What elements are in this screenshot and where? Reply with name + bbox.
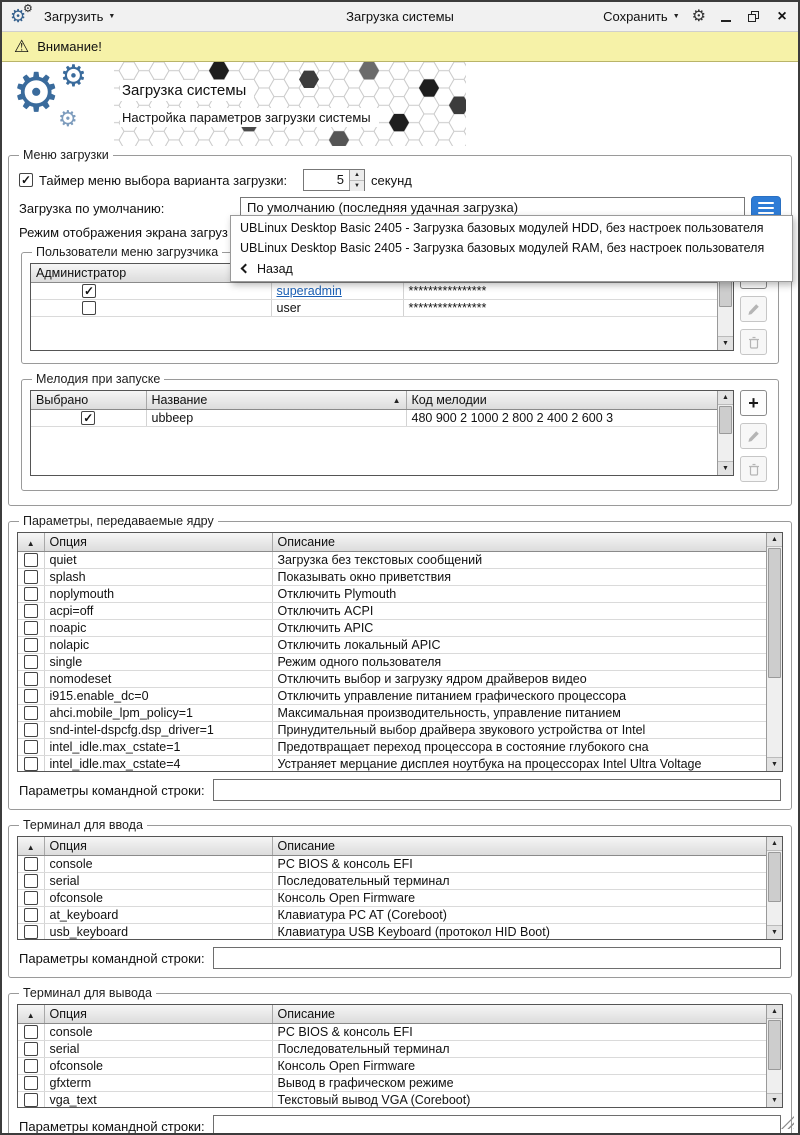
- selected-column-header[interactable]: Выбрано: [31, 391, 146, 409]
- scroll-up-button[interactable]: ▲: [718, 391, 733, 405]
- option-column-header[interactable]: Опция: [44, 533, 272, 551]
- option-cell: vga_text: [44, 1091, 272, 1108]
- option-cell: serial: [44, 872, 272, 889]
- option-cell: i915.enable_dc=0: [44, 687, 272, 704]
- chevron-left-icon: [241, 264, 251, 274]
- cmdline-label: Параметры командной строки:: [19, 950, 205, 966]
- admin-column-header[interactable]: Администратор: [31, 264, 271, 282]
- param-checkbox[interactable]: [24, 604, 38, 618]
- kernel-param-row[interactable]: [18, 636, 782, 653]
- timer-row: [19, 169, 781, 191]
- vertical-scrollbar[interactable]: [717, 391, 733, 475]
- save-menu-label: Сохранить: [603, 9, 668, 24]
- option-cell: intel_idle.max_cstate=1: [44, 738, 272, 755]
- titlebar: [2, 2, 798, 32]
- scroll-down-button[interactable]: ▼: [767, 1093, 782, 1107]
- terminal-checkbox[interactable]: [24, 891, 38, 905]
- description-cell: PC BIOS & консоль EFI: [272, 855, 782, 872]
- header-gear-icon: ⚙: [60, 62, 87, 93]
- gear-icon: ⚙: [23, 2, 33, 15]
- option-cell: splash: [44, 568, 272, 585]
- password-cell: ****************: [403, 282, 733, 299]
- option-cell: ofconsole: [44, 1057, 272, 1074]
- scroll-down-button[interactable]: ▼: [718, 461, 733, 475]
- warning-banner: [2, 32, 798, 62]
- option-cell: nomodeset: [44, 670, 272, 687]
- page-subtitle: Настройка параметров загрузки системы: [120, 108, 379, 127]
- page-header: [2, 62, 798, 146]
- description-cell: Текстовый вывод VGA (Coreboot): [272, 1091, 782, 1108]
- settings-gear-icon[interactable]: ⚙: [691, 7, 706, 25]
- timer-checkbox[interactable]: [19, 173, 33, 187]
- melody-table: [30, 390, 734, 476]
- trash-icon: [748, 463, 760, 476]
- description-cell: Максимальная производительность, управление питанием: [272, 704, 782, 721]
- option-cell: console: [44, 855, 272, 872]
- scroll-thumb[interactable]: [719, 279, 732, 307]
- option-cell: ahci.mobile_lpm_policy=1: [44, 704, 272, 721]
- scroll-down-button[interactable]: ▼: [767, 757, 782, 771]
- param-checkbox[interactable]: [24, 587, 38, 601]
- melody-code-cell: 480 900 2 1000 2 800 2 400 2 600 3: [406, 409, 733, 426]
- kernel-param-row[interactable]: [18, 585, 782, 602]
- output-terminal-row[interactable]: [18, 1057, 782, 1074]
- output-terminal-row[interactable]: [18, 1074, 782, 1091]
- param-checkbox[interactable]: [24, 638, 38, 652]
- load-menu-label: Загрузить: [44, 9, 104, 24]
- hexagon-pattern: [114, 62, 466, 146]
- output-terminal-row[interactable]: [18, 1091, 782, 1108]
- scroll-thumb[interactable]: [768, 1020, 781, 1070]
- terminal-checkbox[interactable]: [24, 925, 38, 939]
- terminal-checkbox[interactable]: [24, 874, 38, 888]
- dropdown-item[interactable]: UBLinux Desktop Basic 2405 - Загрузка базовых модулей HDD, без настроек пользователя: [240, 221, 764, 235]
- plus-icon: +: [748, 393, 759, 413]
- sort-asc-icon: ▲: [392, 395, 401, 405]
- option-column-header[interactable]: Опция: [44, 1005, 272, 1023]
- melody-name-cell: ubbeep: [146, 409, 406, 426]
- header-gear-icon: ⚙: [12, 63, 61, 123]
- kernel-params-groupbox: [8, 514, 792, 810]
- description-cell: Клавиатура PC AT (Coreboot): [272, 906, 782, 923]
- dropdown-item[interactable]: UBLinux Desktop Basic 2405 - Загрузка базовых модулей RAM, без настроек пользователя: [240, 241, 765, 255]
- output-terminal-row[interactable]: [18, 1023, 782, 1040]
- kernel-param-row[interactable]: [18, 653, 782, 670]
- option-column-header[interactable]: Опция: [44, 837, 272, 855]
- cmdline-label: Параметры командной строки:: [19, 1118, 205, 1134]
- minimize-button[interactable]: [718, 9, 734, 25]
- warning-text: Внимание!: [37, 39, 102, 54]
- input-terminal-row[interactable]: [18, 923, 782, 940]
- timer-spinbox[interactable]: [303, 169, 365, 191]
- page-title: Загрузка системы: [120, 80, 254, 101]
- scroll-down-button[interactable]: ▼: [718, 336, 733, 350]
- kernel-param-row[interactable]: [18, 670, 782, 687]
- terminal-checkbox[interactable]: [24, 857, 38, 871]
- output-terminal-table: [17, 1004, 783, 1108]
- kernel-params-legend: Параметры, передаваемые ядру: [23, 514, 214, 528]
- description-cell: Клавиатура USB Keyboard (протокол HID Boot): [272, 923, 782, 940]
- terminal-checkbox[interactable]: [24, 908, 38, 922]
- warning-icon: ⚠: [14, 36, 30, 56]
- param-checkbox[interactable]: [24, 740, 38, 754]
- back-label: Назад: [257, 261, 293, 276]
- description-cell: Последовательный терминал: [272, 1040, 782, 1057]
- description-column-header[interactable]: Описание: [272, 1005, 782, 1023]
- sort-column-header[interactable]: [18, 533, 44, 551]
- terminal-checkbox[interactable]: [24, 1025, 38, 1039]
- option-cell: nolapic: [44, 636, 272, 653]
- app-gears-icon: [10, 2, 34, 28]
- load-menu-button[interactable]: [44, 9, 115, 24]
- param-checkbox[interactable]: [24, 723, 38, 737]
- option-cell: gfxterm: [44, 1074, 272, 1091]
- output-terminal-row[interactable]: [18, 1040, 782, 1057]
- kernel-param-row[interactable]: [18, 738, 782, 755]
- boot-menu-legend: Меню загрузки: [23, 148, 109, 162]
- username-cell[interactable]: superadmin: [276, 283, 342, 298]
- output-terminal-cmdline-input[interactable]: [213, 1115, 781, 1135]
- delete-melody-button[interactable]: [740, 456, 767, 482]
- delete-user-button[interactable]: [740, 329, 767, 355]
- option-cell: ofconsole: [44, 889, 272, 906]
- default-boot-combobox[interactable]: По умолчанию (последняя удачная загрузка): [240, 197, 745, 219]
- scroll-thumb[interactable]: [768, 852, 781, 902]
- description-column-header[interactable]: Описание: [272, 533, 782, 551]
- terminal-checkbox[interactable]: [24, 1093, 38, 1107]
- scroll-up-button[interactable]: ▲: [767, 837, 782, 851]
- kernel-param-row[interactable]: [18, 721, 782, 738]
- output-terminal-groupbox: [8, 986, 792, 1135]
- option-cell: usb_keyboard: [44, 923, 272, 940]
- melody-groupbox: [21, 372, 779, 491]
- input-terminal-legend: Терминал для ввода: [23, 818, 143, 832]
- pencil-icon: [747, 303, 760, 316]
- param-checkbox[interactable]: [24, 570, 38, 584]
- kernel-param-row[interactable]: [18, 704, 782, 721]
- code-column-header[interactable]: Код мелодии: [406, 391, 733, 409]
- add-melody-button[interactable]: [740, 390, 767, 416]
- name-column-header[interactable]: Название ▲: [146, 391, 406, 409]
- param-checkbox[interactable]: [24, 672, 38, 686]
- scroll-thumb[interactable]: [768, 548, 781, 678]
- vertical-scrollbar[interactable]: [766, 837, 782, 939]
- scroll-thumb[interactable]: [719, 406, 732, 434]
- melody-checkbox[interactable]: [81, 411, 95, 425]
- description-cell: Отключить локальный APIC: [272, 636, 782, 653]
- description-cell: Предотвращает переход процессора в состояние глубокого сна: [272, 738, 782, 755]
- description-cell: Отключить APIC: [272, 619, 782, 636]
- terminal-checkbox[interactable]: [24, 1059, 38, 1073]
- description-cell: Устраняет мерцание дисплея ноутбука на процессорах Intel Ultra Voltage: [272, 755, 782, 772]
- gear-icon: ⚙: [10, 5, 27, 26]
- scroll-up-button[interactable]: ▲: [767, 533, 782, 547]
- input-terminal-row[interactable]: [18, 906, 782, 923]
- kernel-param-row[interactable]: [18, 687, 782, 704]
- spin-down-button[interactable]: ▼: [350, 180, 364, 191]
- input-terminal-groupbox: [8, 818, 792, 978]
- caret-down-icon: ▼: [672, 13, 680, 20]
- save-menu-button[interactable]: [603, 9, 680, 24]
- option-cell: quiet: [44, 551, 272, 568]
- users-legend: Пользователи меню загрузчика: [36, 245, 219, 259]
- kernel-cmdline-input[interactable]: [213, 779, 781, 801]
- user-row[interactable]: [31, 299, 733, 316]
- input-terminal-table: [17, 836, 783, 940]
- description-cell: PC BIOS & консоль EFI: [272, 1023, 782, 1040]
- sort-asc-icon: ▲: [26, 842, 35, 852]
- boot-menu-groupbox: [8, 148, 792, 506]
- option-cell: at_keyboard: [44, 906, 272, 923]
- option-cell: serial: [44, 1040, 272, 1057]
- sort-column-header[interactable]: [18, 837, 44, 855]
- display-mode-label: Режим отображения экрана загруз: [19, 225, 228, 240]
- melody-row[interactable]: [31, 409, 733, 426]
- description-cell: Консоль Open Firmware: [272, 889, 782, 906]
- description-cell: Показывать окно приветствия: [272, 568, 782, 585]
- melody-legend: Мелодия при запуске: [36, 372, 161, 386]
- option-cell: snd-intel-dspcfg.dsp_driver=1: [44, 721, 272, 738]
- description-cell: Загрузка без текстовых сообщений: [272, 551, 782, 568]
- username-cell[interactable]: user: [276, 300, 301, 315]
- kernel-table-header: [18, 533, 782, 551]
- sort-asc-icon: ▲: [26, 538, 35, 548]
- spin-up-button[interactable]: ▲: [350, 170, 364, 180]
- kernel-param-row[interactable]: [18, 619, 782, 636]
- user-row[interactable]: [31, 282, 733, 299]
- param-checkbox[interactable]: [24, 655, 38, 669]
- window-title: Загрузка системы: [346, 9, 454, 24]
- edit-melody-button[interactable]: [740, 423, 767, 449]
- kernel-param-row[interactable]: [18, 602, 782, 619]
- param-checkbox[interactable]: [24, 553, 38, 567]
- param-checkbox[interactable]: [24, 757, 38, 771]
- vertical-scrollbar[interactable]: [766, 1005, 782, 1107]
- kernel-params-table: [17, 532, 783, 772]
- description-cell: Принудительный выбор драйвера звукового устройства от Intel: [272, 721, 782, 738]
- timer-unit-label: секунд: [371, 172, 412, 188]
- option-cell: noapic: [44, 619, 272, 636]
- timer-value: 5: [336, 172, 344, 187]
- description-cell: Последовательный терминал: [272, 872, 782, 889]
- pencil-icon: [747, 430, 760, 443]
- header-gear-icon: ⚙: [58, 106, 78, 131]
- input-terminal-cmdline-input[interactable]: [213, 947, 781, 969]
- description-cell: Отключить ACPI: [272, 602, 782, 619]
- param-checkbox[interactable]: [24, 706, 38, 720]
- description-cell: Отключить управление питанием графического процессора: [272, 687, 782, 704]
- terminal-checkbox[interactable]: [24, 1042, 38, 1056]
- dropdown-back-item[interactable]: [231, 258, 792, 279]
- trash-icon: [748, 336, 760, 349]
- input-terminal-header: [18, 837, 782, 855]
- scroll-down-button[interactable]: ▼: [767, 925, 782, 939]
- option-cell: acpi=off: [44, 602, 272, 619]
- input-terminal-row[interactable]: [18, 872, 782, 889]
- cmdline-label: Параметры командной строки:: [19, 782, 205, 798]
- kernel-param-row[interactable]: [18, 568, 782, 585]
- kernel-param-row[interactable]: [18, 551, 782, 568]
- output-terminal-header: [18, 1005, 782, 1023]
- description-cell: Отключить выбор и загрузку ядром драйверов видео: [272, 670, 782, 687]
- output-terminal-legend: Терминал для вывода: [23, 986, 152, 1000]
- admin-checkbox[interactable]: [82, 301, 96, 315]
- edit-user-button[interactable]: [740, 296, 767, 322]
- maximize-button[interactable]: [746, 9, 762, 25]
- option-cell: intel_idle.max_cstate=4: [44, 755, 272, 772]
- input-terminal-row[interactable]: [18, 889, 782, 906]
- sort-column-header[interactable]: [18, 1005, 44, 1023]
- param-checkbox[interactable]: [24, 689, 38, 703]
- vertical-scrollbar[interactable]: [766, 533, 782, 771]
- close-button[interactable]: ×: [777, 7, 787, 25]
- default-boot-label: Загрузка по умолчанию:: [19, 200, 165, 216]
- description-cell: Отключить Plymouth: [272, 585, 782, 602]
- description-cell: Консоль Open Firmware: [272, 1057, 782, 1074]
- melody-table-header: [31, 391, 733, 409]
- description-column-header[interactable]: Описание: [272, 837, 782, 855]
- caret-down-icon: ▼: [108, 13, 116, 20]
- option-cell: console: [44, 1023, 272, 1040]
- input-terminal-row[interactable]: [18, 855, 782, 872]
- boot-default-dropdown: [230, 215, 793, 282]
- admin-checkbox[interactable]: [82, 284, 96, 298]
- option-cell: noplymouth: [44, 585, 272, 602]
- description-cell: Вывод в графическом режиме: [272, 1074, 782, 1091]
- description-cell: Режим одного пользователя: [272, 653, 782, 670]
- timer-label: Таймер меню выбора варианта загрузки:: [39, 172, 288, 188]
- option-cell: single: [44, 653, 272, 670]
- password-cell: ****************: [403, 299, 733, 316]
- kernel-param-row[interactable]: [18, 755, 782, 772]
- terminal-checkbox[interactable]: [24, 1076, 38, 1090]
- scroll-up-button[interactable]: ▲: [767, 1005, 782, 1019]
- param-checkbox[interactable]: [24, 621, 38, 635]
- sort-asc-icon: ▲: [26, 1010, 35, 1020]
